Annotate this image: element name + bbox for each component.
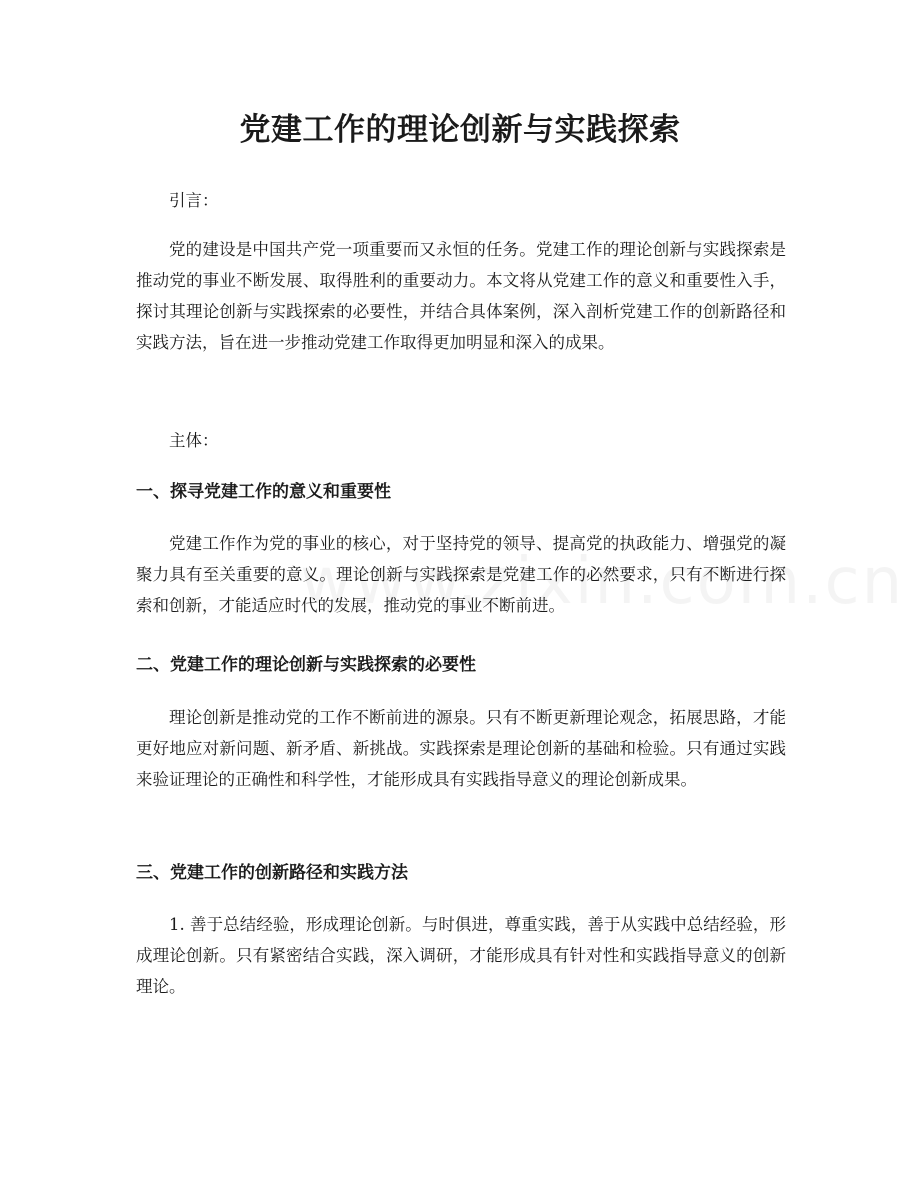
section-3-paragraph: 1. 善于总结经验，形成理论创新。与时俱进，尊重实践，善于从实践中总结经验，形成理论创新。只有紧密结合实践，深入调研，才能形成具有针对性和实践指导意义的创新理论。 xyxy=(136,915,786,996)
intro-label: 引言： xyxy=(169,191,219,210)
section-1-heading: 一、探寻党建工作的意义和重要性 xyxy=(136,482,391,502)
section-2-heading: 二、党建工作的理论创新与实践探索的必要性 xyxy=(136,655,476,675)
section-2-paragraph: 理论创新是推动党的工作不断前进的源泉。只有不断更新理论观念，拓展思路，才能更好地应对新问题、新矛盾、新挑战。实践探索是理论创新的基础和检验。只有通过实践来验证理论的正确性和科学性，才能形成具有实践指导意义的理论创新成果。 xyxy=(136,708,786,789)
body-label: 主体： xyxy=(169,431,219,450)
section-3-heading: 三、党建工作的创新路径和实践方法 xyxy=(136,863,408,883)
section-1-paragraph: 党建工作作为党的事业的核心，对于坚持党的领导、提高党的执政能力、增强党的凝聚力具有至关重要的意义。理论创新与实践探索是党建工作的必然要求，只有不断进行探索和创新，才能适应时代的发展，推动党的事业不断前进。 xyxy=(136,534,786,615)
page-title: 党建工作的理论创新与实践探索 xyxy=(239,112,681,148)
intro-paragraph: 党的建设是中国共产党一项重要而又永恒的任务。党建工作的理论创新与实践探索是推动党的事业不断发展、取得胜利的重要动力。本文将从党建工作的意义和重要性入手，探讨其理论创新与实践探索的必要性，并结合具体案例，深入剖析党建工作的创新路径和实践方法，旨在进一步推动党建工作取得更加明显和深入的成果。 xyxy=(136,240,786,352)
